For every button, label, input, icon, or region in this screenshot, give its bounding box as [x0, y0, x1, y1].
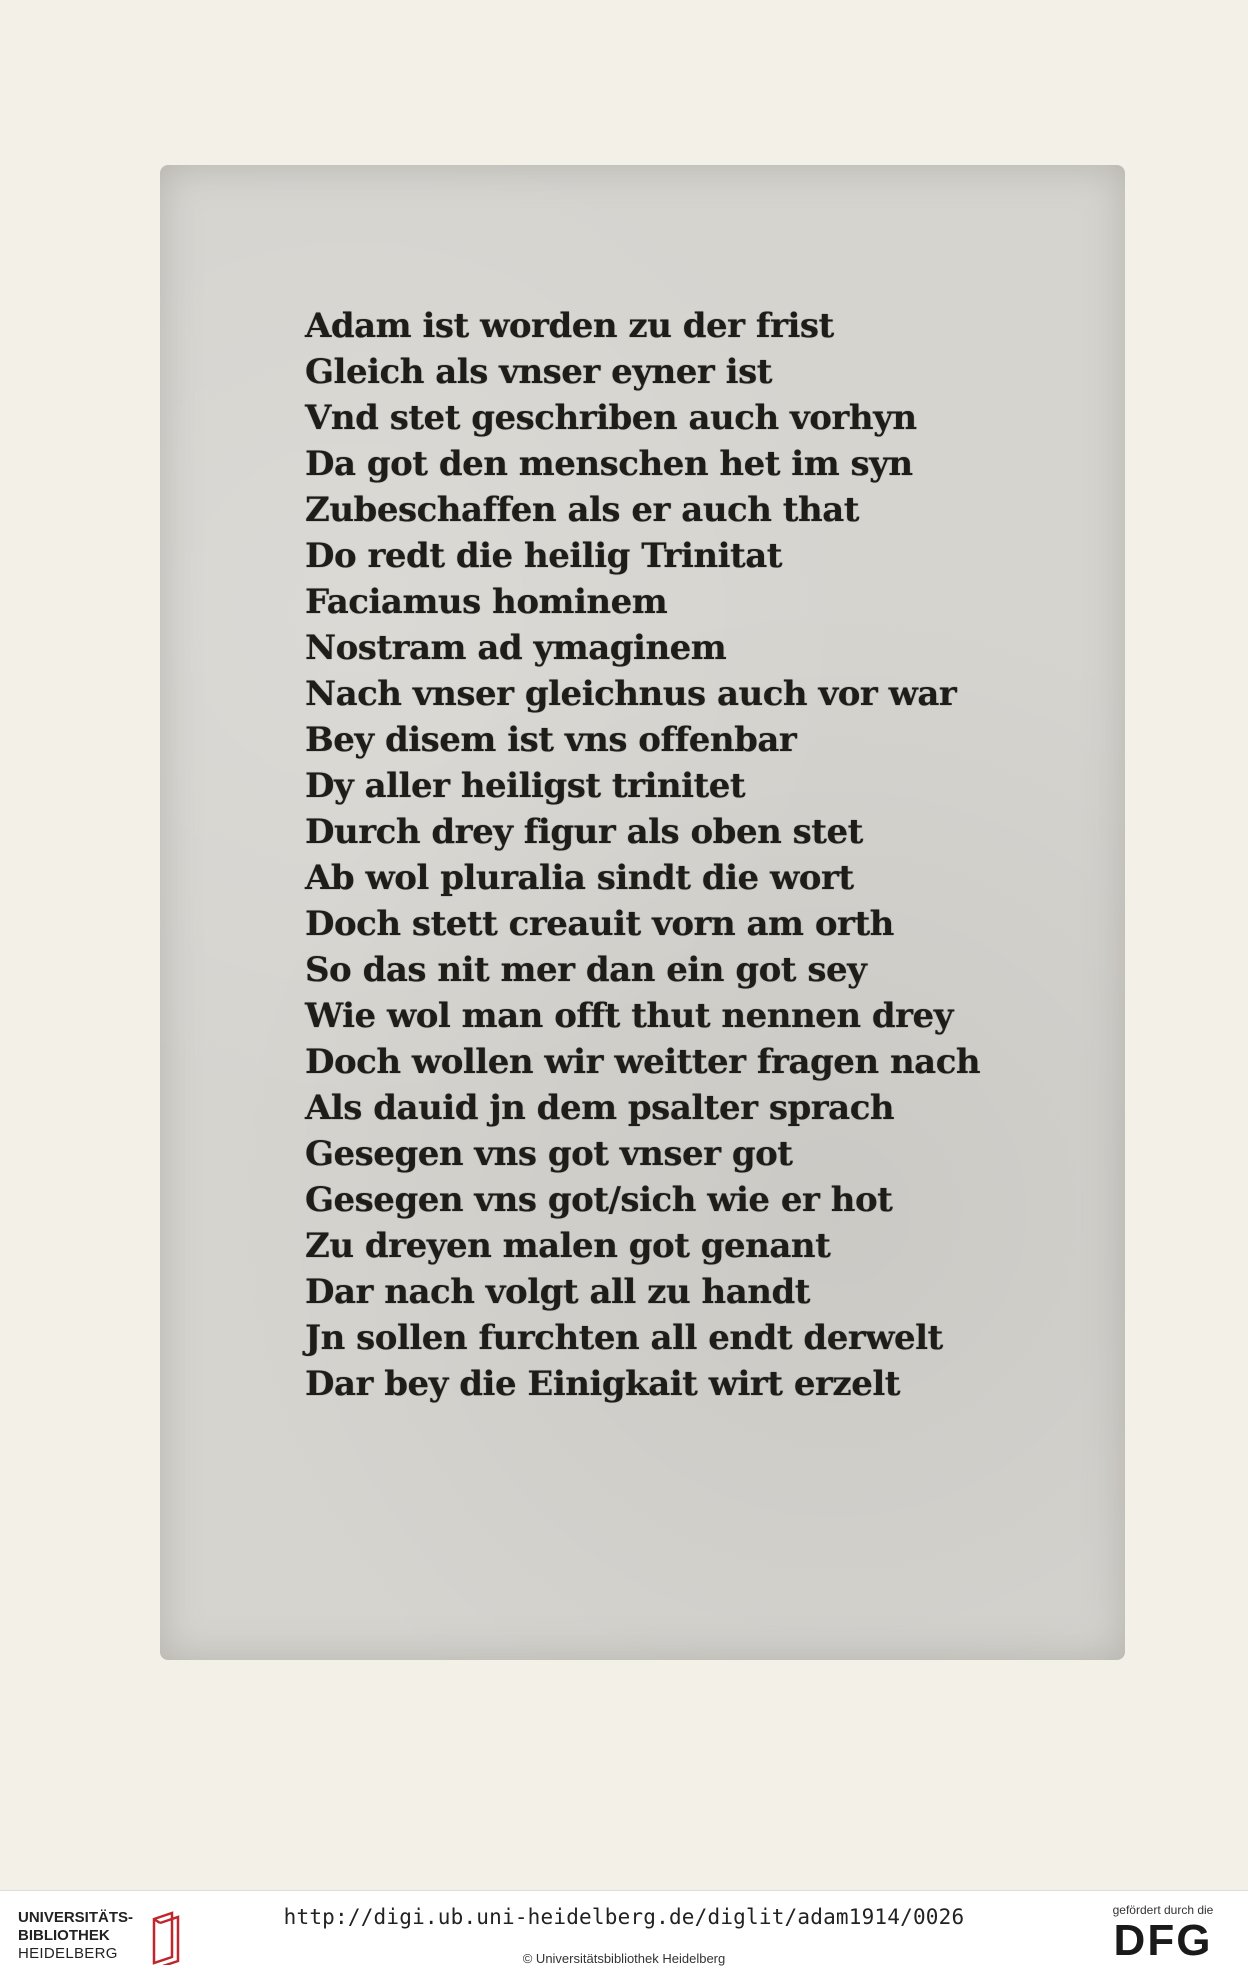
- verse-line: Faciamus hominem: [305, 582, 668, 622]
- verse-line: Nostram ad ymaginem: [305, 628, 727, 668]
- verse-line: Bey disem ist vns offenbar: [305, 720, 797, 760]
- library-name-line1: UNIVERSITÄTS-: [18, 1909, 134, 1926]
- verse-line: Doch wollen wir weitter fragen nach: [305, 1042, 981, 1082]
- verse-line: Do redt die heilig Trinitat: [305, 536, 782, 576]
- verse-line: Doch stett creauit vorn am orth: [305, 904, 894, 944]
- verse-line: Zubeschaffen als er auch that: [305, 490, 859, 530]
- verse-line: Gesegen vns got vnser got: [305, 1134, 793, 1174]
- verse-line: Gesegen vns got/sich wie er hot: [305, 1180, 893, 1220]
- verse-line: Gleich als vnser eyner ist: [305, 352, 772, 392]
- verse-line: Vnd stet geschriben auch vorhyn: [305, 398, 917, 438]
- dfg-logo-mark: DFG: [1113, 1916, 1213, 1965]
- funder-caption: gefördert durch die: [1112, 1903, 1214, 1917]
- verse-line: Dar bey die Einigkait wirt erzelt: [305, 1364, 900, 1404]
- verse-line: Durch drey figur als oben stet: [305, 812, 863, 852]
- verse-line: Als dauid jn dem psalter sprach: [305, 1088, 895, 1128]
- copyright-notice: © Universitätsbibliothek Heidelberg: [522, 1951, 726, 1966]
- library-name-line3: HEIDELBERG: [18, 1945, 118, 1962]
- verse-line: Zu dreyen malen got genant: [305, 1226, 831, 1266]
- verse-line: Dar nach volgt all zu handt: [305, 1272, 810, 1312]
- verse-line: Adam ist worden zu der frist: [305, 306, 834, 346]
- verse-line: Dy aller heiligst trinitet: [305, 766, 746, 806]
- verse-block: [305, 303, 980, 1407]
- verse-line: Ab wol pluralia sindt die wort: [305, 858, 854, 898]
- verse-line: Wie wol man offt thut nennen drey: [305, 996, 953, 1036]
- verse-line: Da got den menschen het im syn: [305, 444, 913, 484]
- permalink-url[interactable]: http://digi.ub.uni-heidelberg.de/diglit/adam1914/0026: [283, 1905, 965, 1929]
- verse-line: Nach vnser gleichnus auch vor war: [305, 674, 957, 714]
- verse-line: So das nit mer dan ein got sey: [305, 950, 867, 990]
- funder-logo[interactable]: [1098, 1903, 1228, 1978]
- footer-bar: [0, 1890, 1248, 1984]
- verse-line: Jn sollen furchten all endt derwelt: [305, 1318, 943, 1358]
- library-name-line2: BIBLIOTHEK: [18, 1927, 110, 1944]
